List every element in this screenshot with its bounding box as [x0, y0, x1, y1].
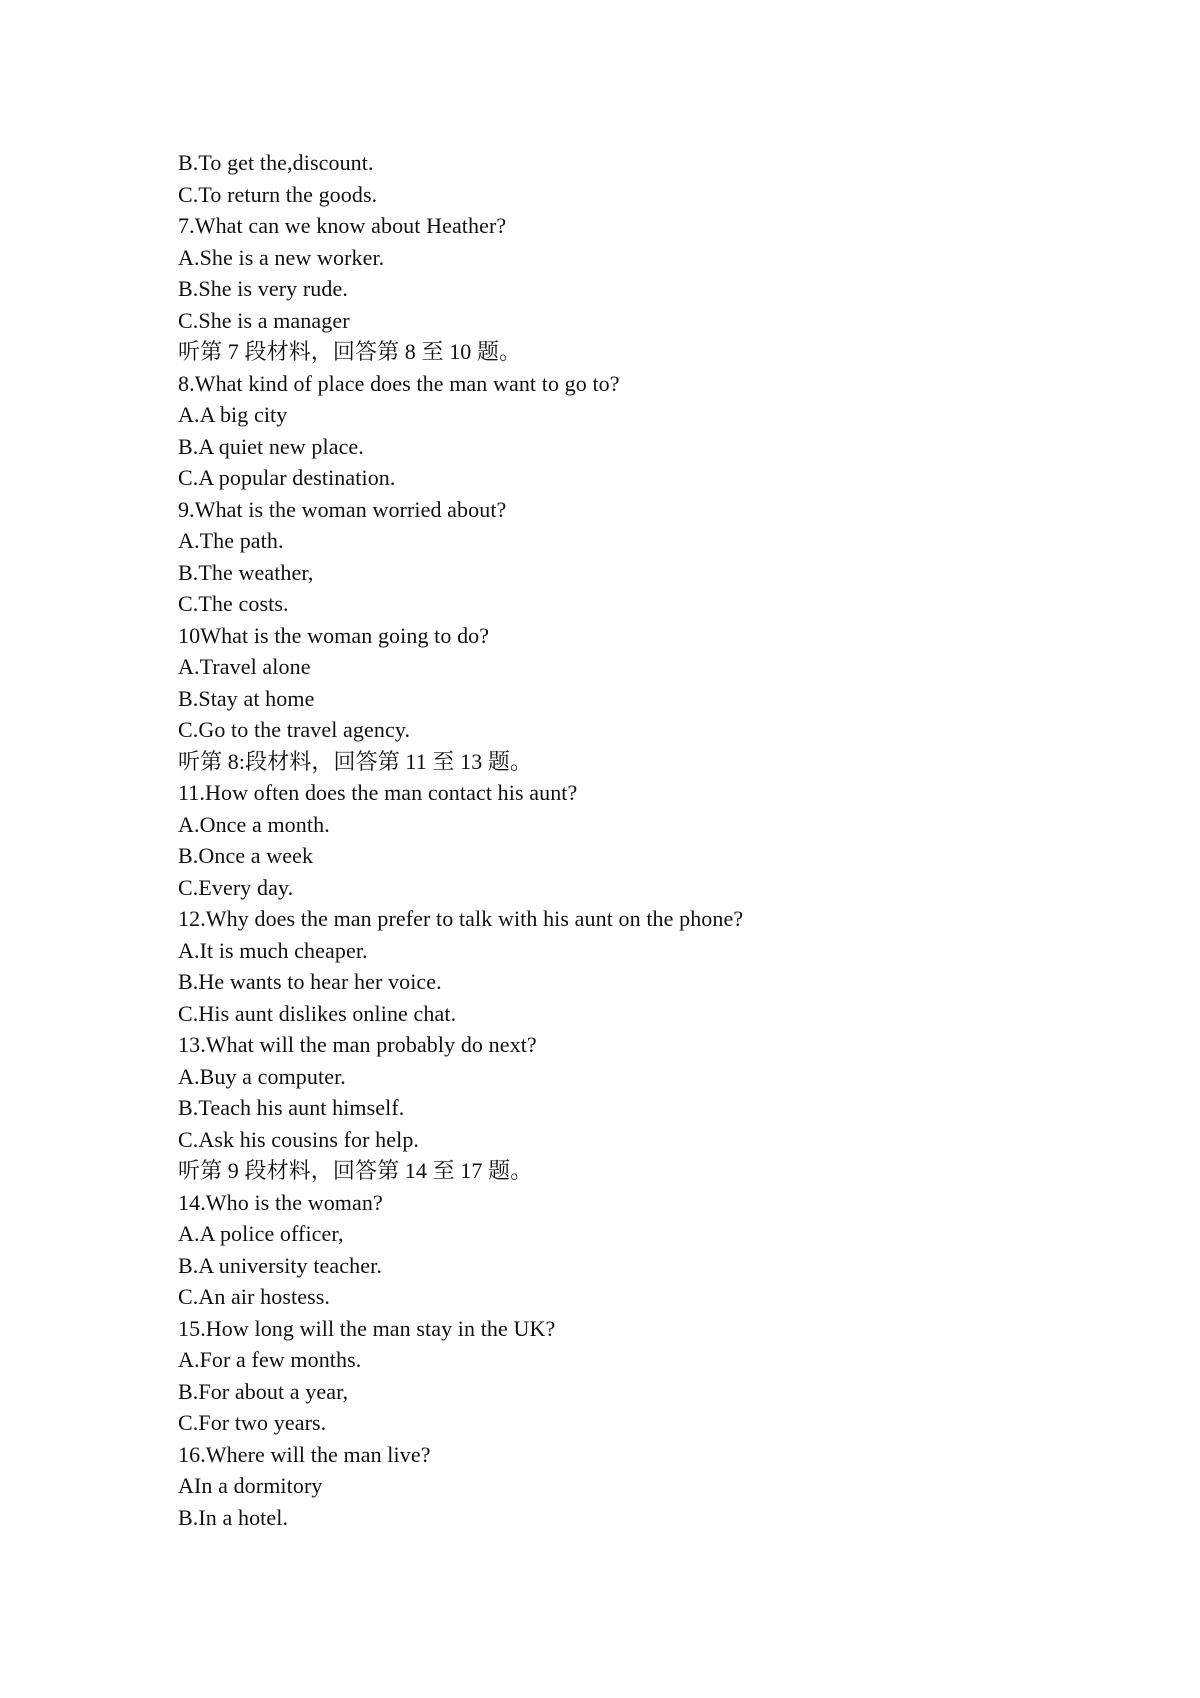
text-line: B.Stay at home [178, 685, 315, 711]
text-line: C.A popular destination. [178, 465, 396, 490]
exam-text-block [178, 147, 1128, 1533]
text-line: B.To get the,discount. [178, 150, 374, 175]
text-line: B.She is very rude. [178, 276, 348, 301]
text-line: A.Buy a computer. [178, 1063, 346, 1089]
text-line: 14.Who is the woman? [178, 1189, 383, 1215]
text-line: A.Once a month. [178, 811, 330, 837]
text-line: B.He wants to hear her voice. [178, 969, 442, 994]
text-line: 听第 9 段材料，回答第 14 至 17 题。 [178, 1158, 533, 1183]
text-line: A.For a few months. [178, 1347, 362, 1372]
text-line: C.The costs. [178, 591, 289, 616]
text-line: B.The weather, [178, 559, 314, 585]
text-line: C.His aunt dislikes online chat. [178, 1000, 457, 1026]
text-line: A.It is much cheaper. [178, 937, 368, 963]
text-line: 听第 8:段材料，回答第 11 至 13 题。 [178, 748, 533, 774]
text-line: A.Travel alone [178, 654, 311, 679]
text-line: A.A police officer, [178, 1221, 344, 1246]
text-line: A.She is a new worker. [178, 244, 385, 270]
text-line: A.A big city [178, 402, 288, 427]
text-line: B.In a hotel. [178, 1504, 289, 1530]
text-line: C.Every day. [178, 874, 294, 900]
text-line: 13.What will the man probably do next? [178, 1032, 537, 1057]
text-line: B.Teach his aunt himself. [178, 1095, 405, 1120]
text-line: C.Go to the travel agency. [178, 717, 411, 742]
text-line: B.For about a year, [178, 1378, 349, 1404]
text-line: C.Ask his cousins for help. [178, 1126, 420, 1152]
text-line: B.A university teacher. [178, 1252, 382, 1278]
text-line: C.She is a manager [178, 307, 350, 333]
text-line: 7.What can we know about Heather? [178, 213, 507, 238]
text-line: AIn a dormitory [178, 1473, 323, 1498]
text-line: B.A quiet new place. [178, 433, 364, 459]
text-line: C.To return the goods. [178, 181, 378, 207]
text-line: 12.Why does the man prefer to talk with his aunt on the phone? [178, 906, 744, 931]
text-line: 10What is the woman going to do? [178, 622, 490, 648]
text-line: C.For two years. [178, 1410, 327, 1435]
text-line: B.Once a week [178, 843, 314, 868]
text-line: 9.What is the woman worried about? [178, 496, 507, 522]
text-line: 16.Where will the man live? [178, 1441, 431, 1467]
text-line: 8.What kind of place does the man want to go to? [178, 370, 620, 396]
text-line: 听第 7 段材料，回答第 8 至 10 题。 [178, 339, 522, 364]
text-line: 11.How often does the man contact his aunt? [178, 780, 578, 805]
text-line: 15.How long will the man stay in the UK? [178, 1315, 556, 1341]
text-line: C.An air hostess. [178, 1284, 331, 1309]
text-line: A.The path. [178, 528, 284, 553]
